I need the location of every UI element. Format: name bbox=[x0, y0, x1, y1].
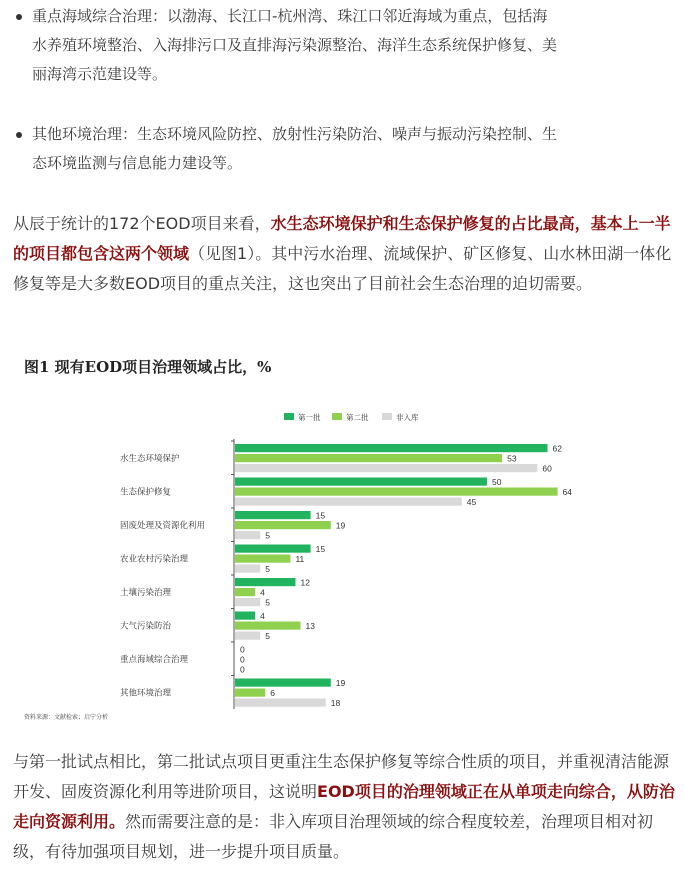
paragraph-text: （见图1）。其中污水治理、流域保护、矿区修复、山水林田湖一体化修复等是大多数EOD项目的重点关注，这也突出了目前社会生态治理的迫切需要。 bbox=[13, 244, 672, 293]
paragraph-text: 然而需要注意的是：非入库项目治理领域的综合程度较差，治理项目相对初级，有待加强项目规划，进一步提升项目质量。 bbox=[13, 812, 654, 861]
bar bbox=[235, 531, 260, 539]
bullet-line: 重点海域综合治理：以渤海、长江口-杭州湾、珠江口邻近海域为重点，包括海 bbox=[32, 7, 548, 25]
bar bbox=[235, 488, 558, 496]
data-label: 15 bbox=[315, 510, 326, 521]
bullet-text bbox=[32, 2, 607, 89]
bar bbox=[235, 454, 502, 462]
data-label: 4 bbox=[260, 611, 265, 622]
paragraph-text: 从辰于统计的172个EOD项目来看， bbox=[13, 214, 271, 233]
category-label: 其他环境治理 bbox=[120, 688, 172, 699]
bar bbox=[235, 679, 331, 687]
paragraph-intro bbox=[13, 209, 677, 299]
bar bbox=[235, 444, 547, 452]
category-label: 土壤污染治理 bbox=[120, 588, 172, 599]
legend-label: 第一批 bbox=[298, 413, 321, 422]
bar bbox=[235, 545, 311, 553]
category-label: 生态保护修复 bbox=[120, 487, 172, 498]
data-label: 0 bbox=[240, 644, 245, 655]
bullet-line: 水养殖环境整治、入海排污口及直排海污染源整治、海洋生态系统保护修复、美 bbox=[32, 36, 558, 54]
bar bbox=[235, 612, 255, 620]
bar bbox=[235, 464, 537, 472]
bar bbox=[235, 498, 462, 506]
bullet-line: 态环境监测与信息能力建设等。 bbox=[32, 154, 243, 172]
data-label: 5 bbox=[265, 530, 270, 541]
category-label: 农业农村污染治理 bbox=[120, 554, 189, 565]
bullet-dot-icon bbox=[16, 132, 22, 138]
data-label: 5 bbox=[265, 631, 270, 642]
bar bbox=[235, 555, 290, 563]
bar bbox=[235, 521, 331, 529]
data-label: 19 bbox=[335, 520, 346, 531]
data-label: 0 bbox=[240, 664, 245, 675]
data-label: 4 bbox=[260, 587, 265, 598]
bullet-item-marine bbox=[14, 2, 674, 89]
bullet-line: 其他环境治理：生态环境风险防控、放射性污染防治、噪声与振动污染控制、生 bbox=[32, 125, 558, 143]
bar bbox=[235, 598, 260, 606]
category-label: 大气污染防治 bbox=[120, 621, 172, 632]
bar bbox=[235, 478, 487, 486]
data-label: 15 bbox=[315, 544, 326, 555]
bar bbox=[235, 588, 255, 596]
data-label: 62 bbox=[552, 443, 562, 454]
legend-swatch bbox=[284, 413, 294, 420]
bullet-line: 丽海湾示范建设等。 bbox=[32, 65, 168, 83]
legend-label: 第二批 bbox=[346, 413, 369, 422]
data-label: 50 bbox=[492, 477, 502, 488]
bar bbox=[235, 699, 326, 707]
category-label: 重点海域综合治理 bbox=[120, 655, 189, 666]
data-label: 11 bbox=[295, 554, 305, 565]
highlight-text: EOD项目的治理领域正在从单项走向综合，从防治走向资源利用。 bbox=[13, 782, 675, 831]
category-label: 固废处理及资源化利用 bbox=[120, 521, 206, 532]
category-label: 水生态环境保护 bbox=[120, 454, 180, 465]
figure-source: 资料来源：文献检索；启宁分析 bbox=[24, 714, 109, 721]
data-label: 45 bbox=[466, 497, 477, 508]
bar bbox=[235, 565, 260, 573]
legend-label: 非入库 bbox=[396, 413, 419, 422]
data-label: 64 bbox=[562, 487, 573, 498]
paragraph-text: 与第一批试点相比，第二批试点项目更重注生态保护修复等综合性质的项目，并重视清洁能源开发、固废资源化利用等进阶项目，这说明 bbox=[13, 752, 670, 801]
bar bbox=[235, 622, 301, 630]
data-label: 5 bbox=[265, 597, 270, 608]
bullet-dot-icon bbox=[16, 14, 22, 20]
highlight-text: 水生态环境保护和生态保护修复的占比最高，基本上一半的项目都包含这两个领域 bbox=[13, 214, 671, 263]
data-label: 60 bbox=[542, 463, 552, 474]
data-label: 13 bbox=[305, 621, 315, 632]
data-label: 5 bbox=[265, 564, 270, 575]
data-label: 0 bbox=[240, 654, 245, 665]
bar bbox=[235, 632, 260, 640]
bar-chart bbox=[0, 405, 684, 710]
bullet-item-other bbox=[14, 120, 674, 178]
bar bbox=[235, 578, 295, 586]
data-label: 6 bbox=[270, 688, 275, 699]
data-label: 53 bbox=[507, 453, 517, 464]
data-label: 18 bbox=[330, 698, 341, 709]
bar bbox=[235, 511, 311, 519]
bullet-text bbox=[32, 120, 607, 178]
bar bbox=[235, 689, 265, 697]
data-label: 12 bbox=[300, 577, 310, 588]
legend-swatch bbox=[382, 413, 392, 420]
data-label: 19 bbox=[335, 678, 346, 689]
figure-title: 图1 现有EOD项目治理领域占比，% bbox=[24, 358, 272, 376]
legend-swatch bbox=[332, 413, 342, 420]
paragraph-conclusion bbox=[13, 747, 677, 867]
